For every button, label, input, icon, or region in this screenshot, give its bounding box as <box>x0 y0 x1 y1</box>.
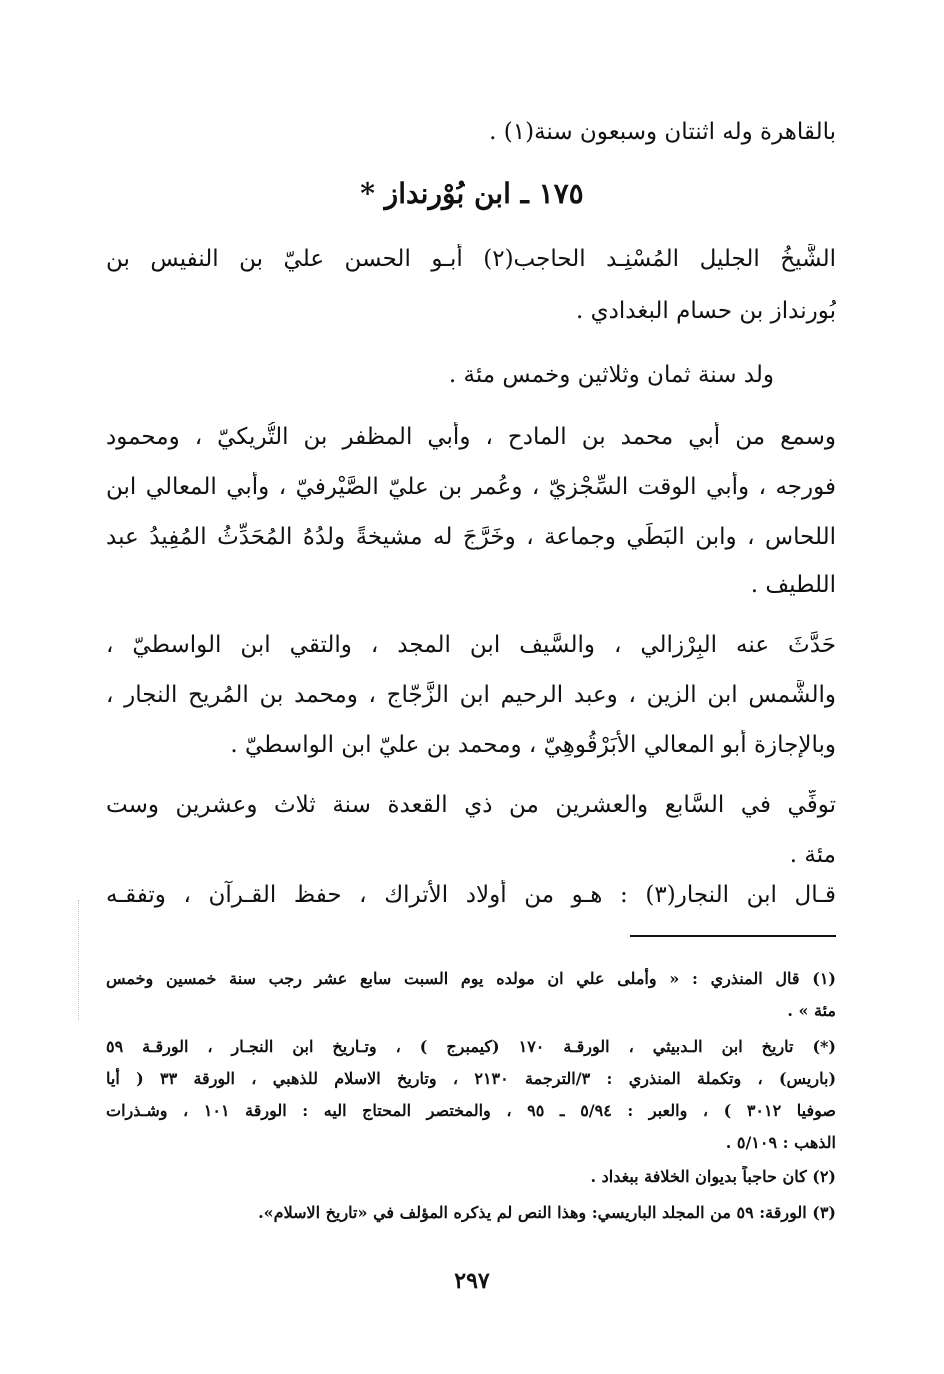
footnote-line: (٢) كان حاجباً بديوان الخلافة ببغداد . <box>590 1167 836 1186</box>
footnote-line: (١) قال المنذري : « وأملى علي ان مولده يوم السبت سابع عشر رجب سنة خمسين وخمس <box>106 969 836 988</box>
footnote-line: (باريس) ، وتكملة المنذري : ٣/الترجمة ٢١٣٠ ، وتاريخ الاسلام للذهبي ، الورقة ٣٣ ( أيا <box>106 1069 836 1088</box>
page-number: ٢٩٧ <box>454 1268 490 1294</box>
paragraph-line: اللطيف . <box>750 572 836 598</box>
paragraph-line: فورجه ، وأبي الوقت السِّجْزيّ ، وعُمر بن عليّ الصَّيْرفيّ ، وأبي المعالي ابن <box>106 474 836 500</box>
footnote-line: مئة » . <box>787 1001 836 1020</box>
intro-line: بالقاهرة وله اثنتان وسبعون سنة(١) . <box>489 119 836 145</box>
paragraph-line: توفِّي في السَّابع والعشرين من ذي القعدة سنة ثلاث وعشرين وست <box>106 792 836 818</box>
paragraph-line: قـال ابن النجار(٣) : هـو من أولاد الأتراك ، حفظ القـرآن ، وتفقـه <box>106 882 836 908</box>
paragraph-line: والشَّمس ابن الزين ، وعبد الرحيم ابن الزَّجّاج ، ومحمد بن المُريح النجار ، <box>106 682 836 708</box>
paragraph-line: حَدَّثَ عنه البِرْزالي ، والسَّيف ابن المجد ، والتقي ابن الواسطيّ ، <box>106 632 836 658</box>
footnote-separator <box>630 935 836 937</box>
paragraph-line: وبالإجازة أبو المعالي الأَبَرْقُوهِيّ ، ومحمد بن عليّ ابن الواسطيّ . <box>230 732 836 758</box>
paragraph-line: مئة . <box>789 842 836 868</box>
footnote-line: (٣) الورقة: ٥٩ من المجلد الباريسي: وهذا النص لم يذكره المؤلف في «تاريخ الاسلام». <box>258 1203 836 1222</box>
footnote-line: صوفيا ٣٠١٢ ) ، والعبر : ٥/٩٤ ـ ٩٥ ، والمختصر المحتاج اليه : الورقة ١٠١ ، وشـذرات <box>106 1101 836 1120</box>
paragraph-line: ولد سنة ثمان وثلاثين وخمس مئة . <box>448 362 774 388</box>
scan-edge-mark <box>78 900 79 1020</box>
footnote-line: (*) تاريخ ابن الـدبيثي ، الورقـة ١٧٠ (كيمبرج ) ، وتـاريخ ابن النجـار ، الورقـة ٥٩ <box>106 1037 836 1056</box>
entry-title: ١٧٥ ـ ابن بُوْرنداز * <box>360 177 584 210</box>
paragraph-line: وسمع من أبي محمد بن المادح ، وأبي المظفر بن التُّريكيّ ، ومحمود <box>106 424 836 450</box>
paragraph-line: الشَّيخُ الجليل المُسْنِـد الحاجب(٢) أبـو الحسن عليّ بن النفيس بن <box>106 246 836 272</box>
footnote-line: الذهب : ٥/١٠٩ . <box>725 1133 836 1152</box>
paragraph-line: اللحاس ، وابن البَطِّي وجماعة ، وخَرَّجَ له مشيخةً ولدُهُ المُحَدِّثُ المُفِيدُ عبد <box>106 524 836 550</box>
paragraph-line: بُورنداز بن حسام البغدادي . <box>576 298 836 324</box>
